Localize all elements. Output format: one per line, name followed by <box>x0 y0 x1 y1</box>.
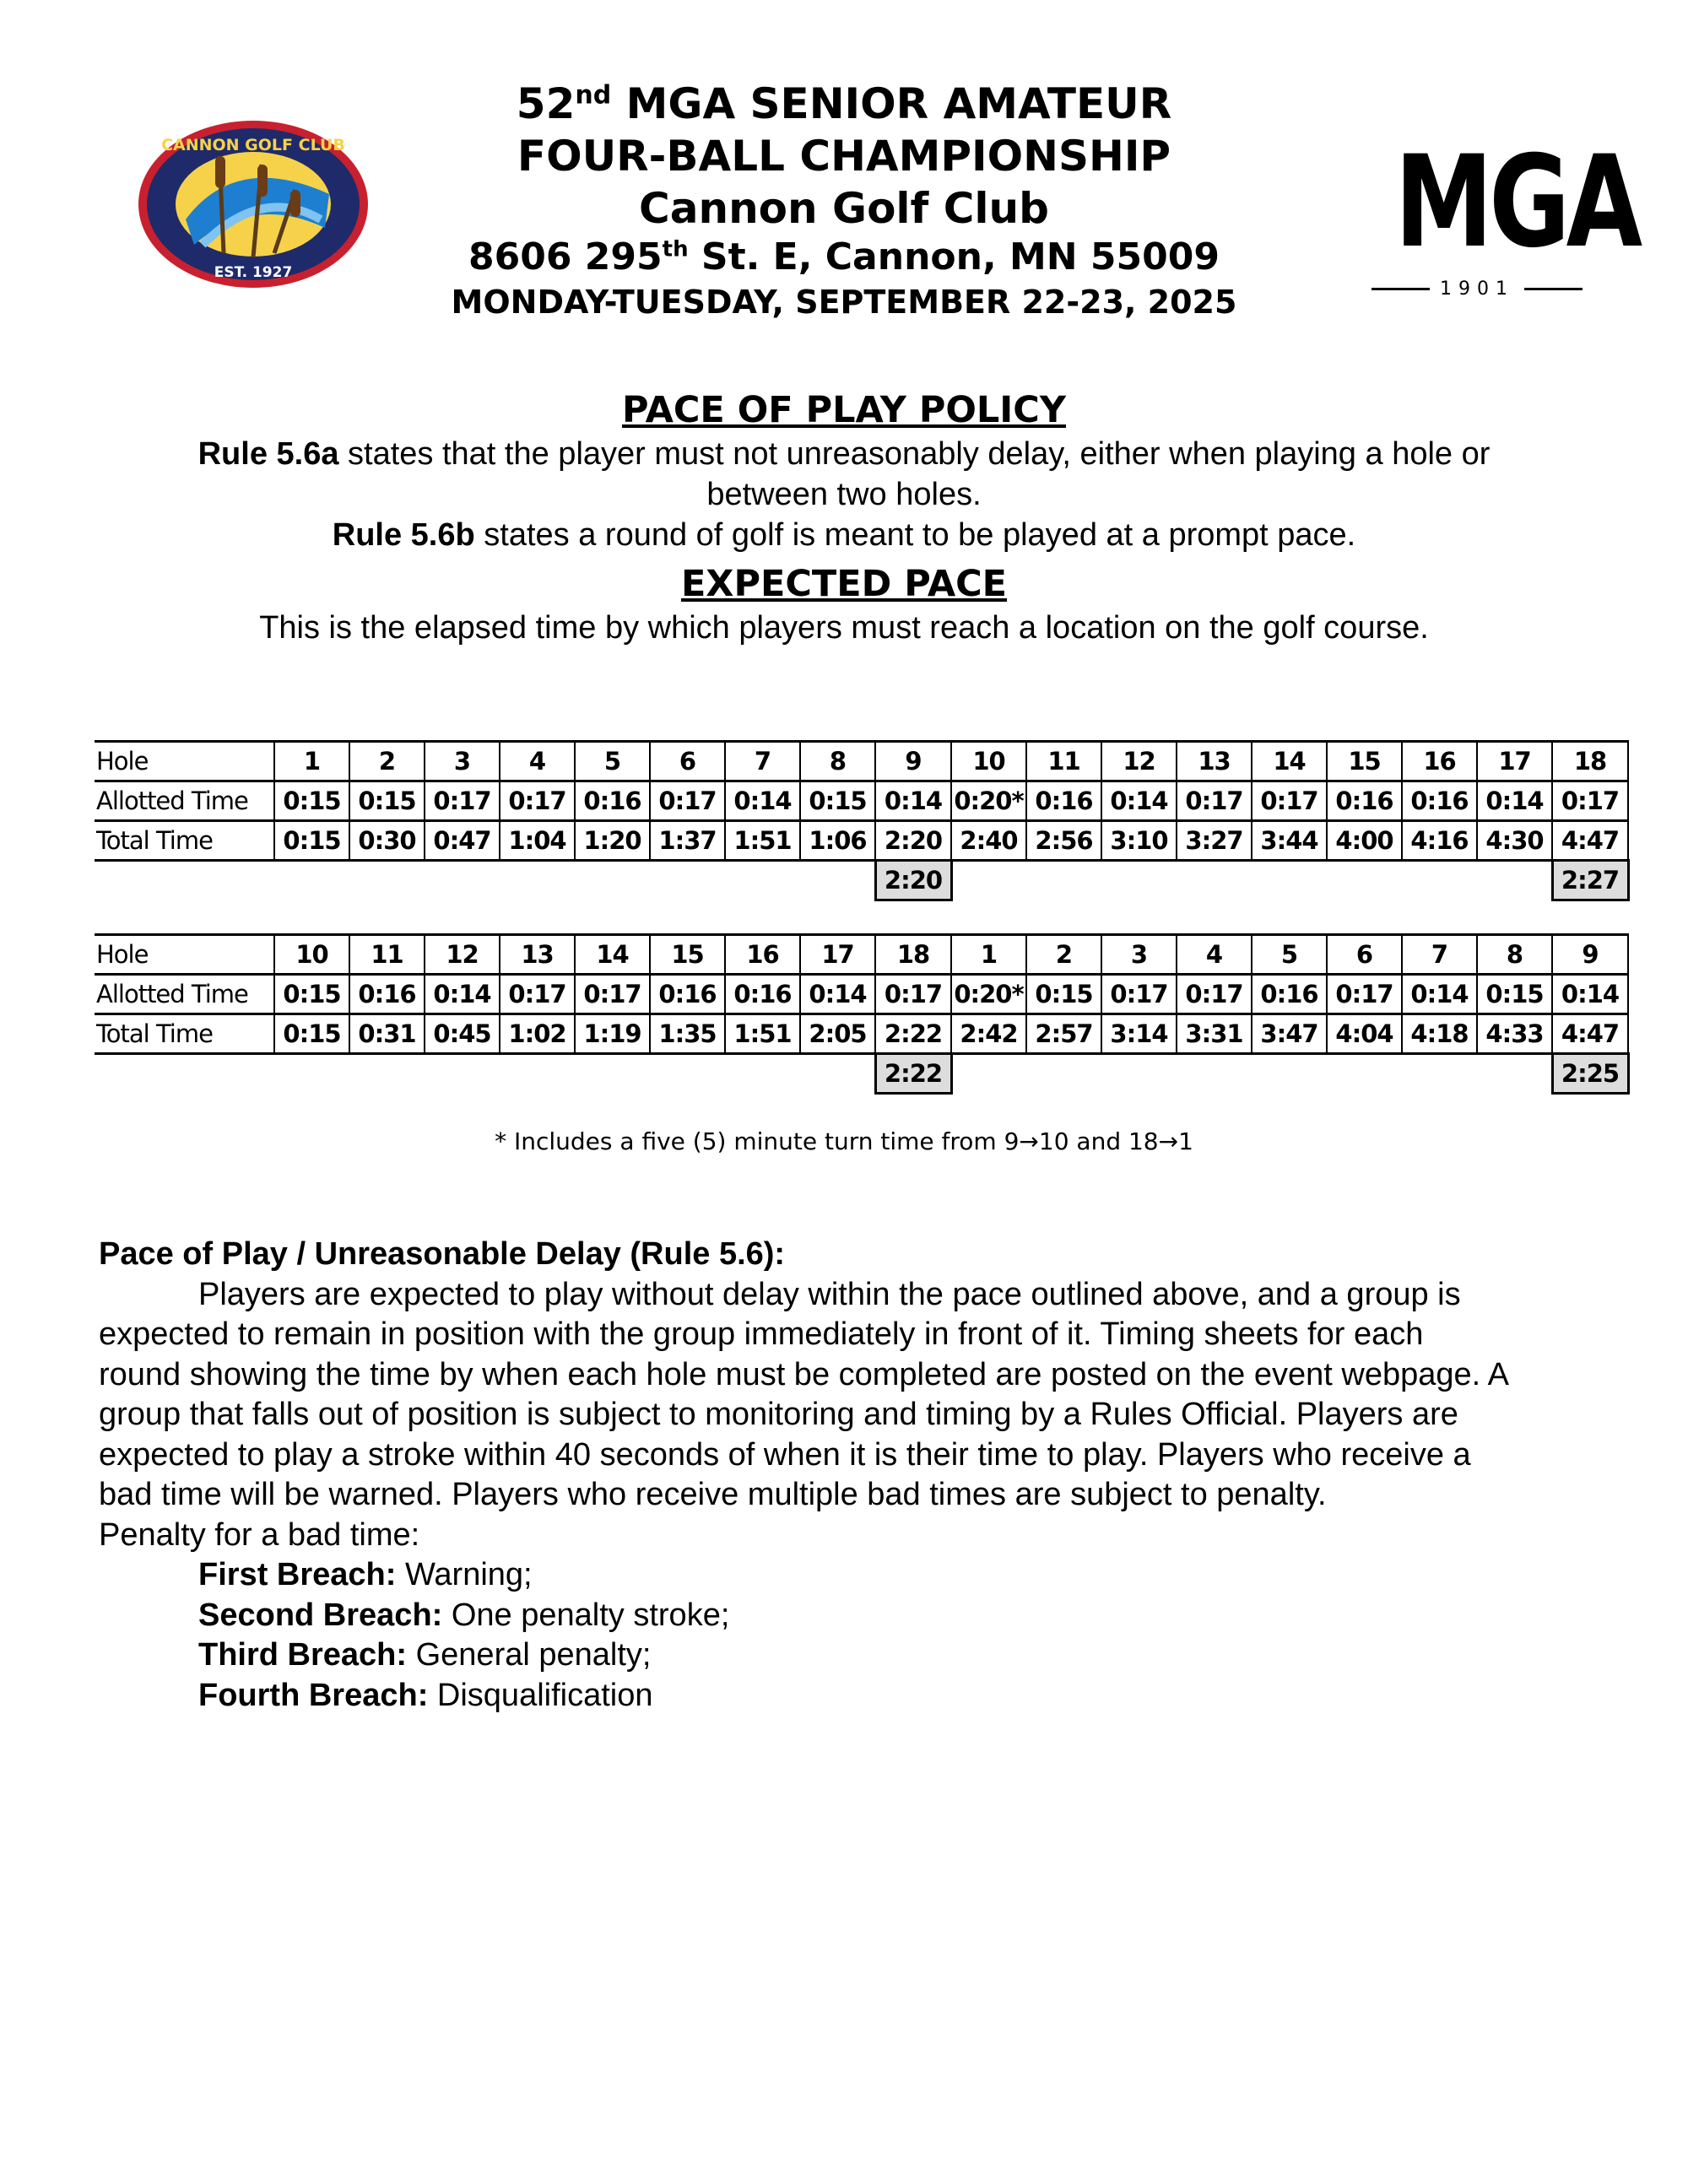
table-cell: 4:00 <box>1327 821 1402 861</box>
table-cell: 3:47 <box>1252 1014 1327 1054</box>
table-cell: 0:15 <box>274 975 349 1014</box>
table-cell: 2:40 <box>951 821 1026 861</box>
event-address: 8606 295th St. E, Cannon, MN 55009 <box>468 235 1220 278</box>
table-cell: 15 <box>650 935 725 975</box>
empty-cell <box>1477 861 1552 900</box>
row-label: Hole <box>95 935 274 975</box>
pace-table-front-start <box>95 740 1630 901</box>
table-cell: 15 <box>1327 742 1402 781</box>
empty-cell <box>1026 861 1101 900</box>
table-cell: 2:56 <box>1026 821 1101 861</box>
table-row <box>95 821 1628 861</box>
table-cell: 1:20 <box>575 821 650 861</box>
policy-section <box>0 387 1688 648</box>
table-cell: 0:16 <box>1327 781 1402 821</box>
table-cell: 0:17 <box>575 975 650 1014</box>
table-cell: 6 <box>650 742 725 781</box>
breach-penalty: General penalty; <box>407 1637 652 1673</box>
table-cell: 10 <box>274 935 349 975</box>
table-cell: 1 <box>951 935 1026 975</box>
table-cell: 0:16 <box>1402 781 1477 821</box>
svg-text:CANNON GOLF CLUB: CANNON GOLF CLUB <box>161 136 345 154</box>
pace-table-back-start <box>95 933 1630 1095</box>
empty-cell <box>1026 1054 1101 1094</box>
table-cell: 0:17 <box>1252 781 1327 821</box>
empty-cell <box>1327 1054 1402 1094</box>
table-cell: 0:15 <box>1477 975 1552 1014</box>
table-cell: 3 <box>1101 935 1177 975</box>
empty-cell <box>650 861 725 900</box>
table-cell: 3:44 <box>1252 821 1327 861</box>
empty-cell <box>1402 1054 1477 1094</box>
table-cell: 13 <box>500 935 575 975</box>
table-cell: 3:27 <box>1177 821 1252 861</box>
empty-cell <box>95 861 274 900</box>
table-cell: 0:14 <box>1402 975 1477 1014</box>
table-cell: 4:04 <box>1327 1014 1402 1054</box>
empty-cell <box>1252 861 1327 900</box>
penalty-intro: Penalty for a bad time: <box>99 1516 420 1553</box>
table-cell: 0:14 <box>1101 781 1177 821</box>
table-cell: 3:31 <box>1177 1014 1252 1054</box>
breach-label: Second Breach: <box>198 1597 443 1633</box>
empty-cell <box>1327 861 1402 900</box>
table-cell: 2 <box>1026 935 1101 975</box>
table-cell: 2:22 <box>875 1014 951 1054</box>
mga-logo: MGA 1901 <box>1372 135 1582 312</box>
empty-cell <box>95 1054 274 1094</box>
empty-cell <box>575 1054 650 1094</box>
row-label: Allotted Time <box>95 975 274 1014</box>
eighteen-hole-subtotal: 2:25 <box>1552 1054 1628 1094</box>
delay-heading: Pace of Play / Unreasonable Delay (Rule 5.6): <box>99 1236 786 1272</box>
table-cell: 18 <box>1552 742 1628 781</box>
table-cell: 0:15 <box>274 781 349 821</box>
table-cell: 0:14 <box>800 975 875 1014</box>
table-cell: 0:15 <box>349 781 425 821</box>
policy-heading: PACE OF PLAY POLICY <box>622 389 1066 431</box>
table-cell: 3:10 <box>1101 821 1177 861</box>
table-cell: 2:05 <box>800 1014 875 1054</box>
rule-5-6b: Rule 5.6b states a round of golf is meant to be played at a prompt pace. <box>332 517 1356 553</box>
breach-penalty: Disqualification <box>428 1677 653 1713</box>
table-cell: 1:51 <box>725 821 800 861</box>
table-cell: 0:14 <box>1477 781 1552 821</box>
empty-cell <box>725 861 800 900</box>
empty-cell <box>951 1054 1026 1094</box>
table-cell: 0:17 <box>1552 781 1628 821</box>
table-cell: 5 <box>1252 935 1327 975</box>
table-cell: 0:17 <box>500 781 575 821</box>
table-cell: 0:45 <box>425 1014 500 1054</box>
empty-cell <box>274 1054 349 1094</box>
empty-cell <box>425 861 500 900</box>
breach-label: Third Breach: <box>198 1637 408 1673</box>
table-cell: 0:16 <box>575 781 650 821</box>
empty-cell <box>349 861 425 900</box>
empty-cell <box>274 861 349 900</box>
table-cell: 4:30 <box>1477 821 1552 861</box>
table-cell: 11 <box>1026 742 1101 781</box>
table-cell: 0:17 <box>1327 975 1402 1014</box>
subtotal-row <box>95 1054 1628 1094</box>
table-cell: 0:16 <box>1026 781 1101 821</box>
empty-cell <box>650 1054 725 1094</box>
empty-cell <box>725 1054 800 1094</box>
table-cell: 9 <box>875 742 951 781</box>
table-cell: 4:47 <box>1552 821 1628 861</box>
row-label: Hole <box>95 742 274 781</box>
table-cell: 0:20* <box>951 975 1026 1014</box>
table-row <box>95 1014 1628 1054</box>
empty-cell <box>800 861 875 900</box>
table-cell: 16 <box>725 935 800 975</box>
empty-cell <box>951 861 1026 900</box>
table-cell: 0:14 <box>725 781 800 821</box>
paragraph-line: Players are expected to play without delay within the pace outlined above, and a group is <box>198 1276 1461 1312</box>
table-cell: 0:17 <box>650 781 725 821</box>
empty-cell <box>1252 1054 1327 1094</box>
table-cell: 2:20 <box>875 821 951 861</box>
row-label: Allotted Time <box>95 781 274 821</box>
empty-cell <box>800 1054 875 1094</box>
table-cell: 2:42 <box>951 1014 1026 1054</box>
expected-pace-heading: EXPECTED PACE <box>680 563 1008 605</box>
penalty-item <box>99 1635 1669 1676</box>
row-label: Total Time <box>95 1014 274 1054</box>
table-cell: 0:20* <box>951 781 1026 821</box>
table-cell: 1 <box>274 742 349 781</box>
event-title: 52nd MGA SENIOR AMATEUR FOUR-BALL CHAMPIONSHIP Cannon Golf Club <box>516 79 1172 233</box>
table-cell: 4 <box>500 742 575 781</box>
table-cell: 0:17 <box>875 975 951 1014</box>
empty-cell <box>575 861 650 900</box>
rule-5-6a: Rule 5.6a states that the player must not unreasonably delay, either when playing a hole or between two holes. <box>197 436 1491 512</box>
table-row <box>95 781 1628 821</box>
delay-section <box>99 1235 1669 1716</box>
table-cell: 0:16 <box>650 975 725 1014</box>
table-cell: 1:51 <box>725 1014 800 1054</box>
nine-hole-subtotal: 2:22 <box>875 1054 951 1094</box>
paragraph-line: group that falls out of position is subject to monitoring and timing by a Rules Official. Players are <box>99 1397 1458 1432</box>
empty-cell <box>349 1054 425 1094</box>
penalty-item <box>99 1555 1669 1596</box>
table-cell: 5 <box>575 742 650 781</box>
table-cell: 12 <box>1101 742 1177 781</box>
table-cell: 16 <box>1402 742 1477 781</box>
penalty-item <box>99 1676 1669 1716</box>
table-cell: 0:16 <box>1252 975 1327 1014</box>
paragraph-line: expected to play a stroke within 40 seconds of when it is their time to play. Players who receive a <box>99 1436 1471 1473</box>
penalty-item <box>99 1596 1669 1636</box>
table-cell: 10 <box>951 742 1026 781</box>
table-cell: 0:15 <box>274 821 349 861</box>
table-cell: 0:17 <box>425 781 500 821</box>
table-cell: 11 <box>349 935 425 975</box>
table-cell: 7 <box>1402 935 1477 975</box>
empty-cell <box>1177 861 1252 900</box>
table-cell: 0:14 <box>1552 975 1628 1014</box>
table-cell: 0:17 <box>1177 781 1252 821</box>
table-cell: 9 <box>1552 935 1628 975</box>
table-cell: 4:33 <box>1477 1014 1552 1054</box>
table-row <box>95 742 1628 781</box>
empty-cell <box>1101 1054 1177 1094</box>
table-cell: 14 <box>1252 742 1327 781</box>
table-cell: 1:06 <box>800 821 875 861</box>
empty-cell <box>1101 861 1177 900</box>
table-cell: 1:37 <box>650 821 725 861</box>
table-cell: 17 <box>800 935 875 975</box>
paragraph-line: bad time will be warned. Players who receive multiple bad times are subject to penalty. <box>99 1477 1327 1512</box>
table-cell: 0:17 <box>500 975 575 1014</box>
table-cell: 4:16 <box>1402 821 1477 861</box>
table-cell: 0:15 <box>274 1014 349 1054</box>
breach-label: First Breach: <box>198 1557 397 1592</box>
subtotal-row <box>95 861 1628 900</box>
table-cell: 0:17 <box>1177 975 1252 1014</box>
nine-hole-subtotal: 2:20 <box>875 861 951 900</box>
table-cell: 7 <box>725 742 800 781</box>
empty-cell <box>500 1054 575 1094</box>
table-cell: 3:14 <box>1101 1014 1177 1054</box>
table-cell: 1:19 <box>575 1014 650 1054</box>
table-cell: 4:18 <box>1402 1014 1477 1054</box>
empty-cell <box>425 1054 500 1094</box>
table-row <box>95 935 1628 975</box>
table-cell: 2:57 <box>1026 1014 1101 1054</box>
table-cell: 6 <box>1327 935 1402 975</box>
table-cell: 0:16 <box>349 975 425 1014</box>
table-cell: 0:14 <box>425 975 500 1014</box>
empty-cell <box>1177 1054 1252 1094</box>
table-cell: 0:15 <box>1026 975 1101 1014</box>
table-cell: 12 <box>425 935 500 975</box>
table-cell: 13 <box>1177 742 1252 781</box>
table-cell: 3 <box>425 742 500 781</box>
empty-cell <box>1477 1054 1552 1094</box>
svg-text:EST. 1927: EST. 1927 <box>214 264 293 281</box>
table-cell: 4 <box>1177 935 1252 975</box>
paragraph-line: expected to remain in position with the group immediately in front of it. Timing sheets for each <box>99 1316 1424 1352</box>
table-cell: 0:17 <box>1101 975 1177 1014</box>
table-cell: 18 <box>875 935 951 975</box>
table-cell: 0:30 <box>349 821 425 861</box>
table-cell: 1:04 <box>500 821 575 861</box>
table-row <box>95 975 1628 1014</box>
table-cell: 17 <box>1477 742 1552 781</box>
table-cell: 0:31 <box>349 1014 425 1054</box>
table-cell: 0:16 <box>725 975 800 1014</box>
table-cell: 4:47 <box>1552 1014 1628 1054</box>
table-cell: 0:15 <box>800 781 875 821</box>
table-cell: 1:02 <box>500 1014 575 1054</box>
breach-penalty: Warning; <box>396 1557 533 1592</box>
table-cell: 8 <box>800 742 875 781</box>
footnote: * Includes a five (5) minute turn time from 9→10 and 18→1 <box>495 1127 1193 1155</box>
empty-cell <box>1402 861 1477 900</box>
table-cell: 0:47 <box>425 821 500 861</box>
breach-penalty: One penalty stroke; <box>442 1597 730 1633</box>
table-cell: 2 <box>349 742 425 781</box>
table-cell: 1:35 <box>650 1014 725 1054</box>
expected-pace-text: This is the elapsed time by which players must reach a location on the golf course. <box>259 610 1429 646</box>
event-dates: MONDAY-TUESDAY, SEPTEMBER 22-23, 2025 <box>451 284 1237 321</box>
table-cell: 8 <box>1477 935 1552 975</box>
table-cell: 14 <box>575 935 650 975</box>
eighteen-hole-subtotal: 2:27 <box>1552 861 1628 900</box>
paragraph-line: round showing the time by when each hole must be completed are posted on the event webpage. A <box>99 1356 1509 1392</box>
row-label: Total Time <box>95 821 274 861</box>
empty-cell <box>500 861 575 900</box>
table-cell: 0:14 <box>875 781 951 821</box>
breach-label: Fourth Breach: <box>198 1677 429 1713</box>
